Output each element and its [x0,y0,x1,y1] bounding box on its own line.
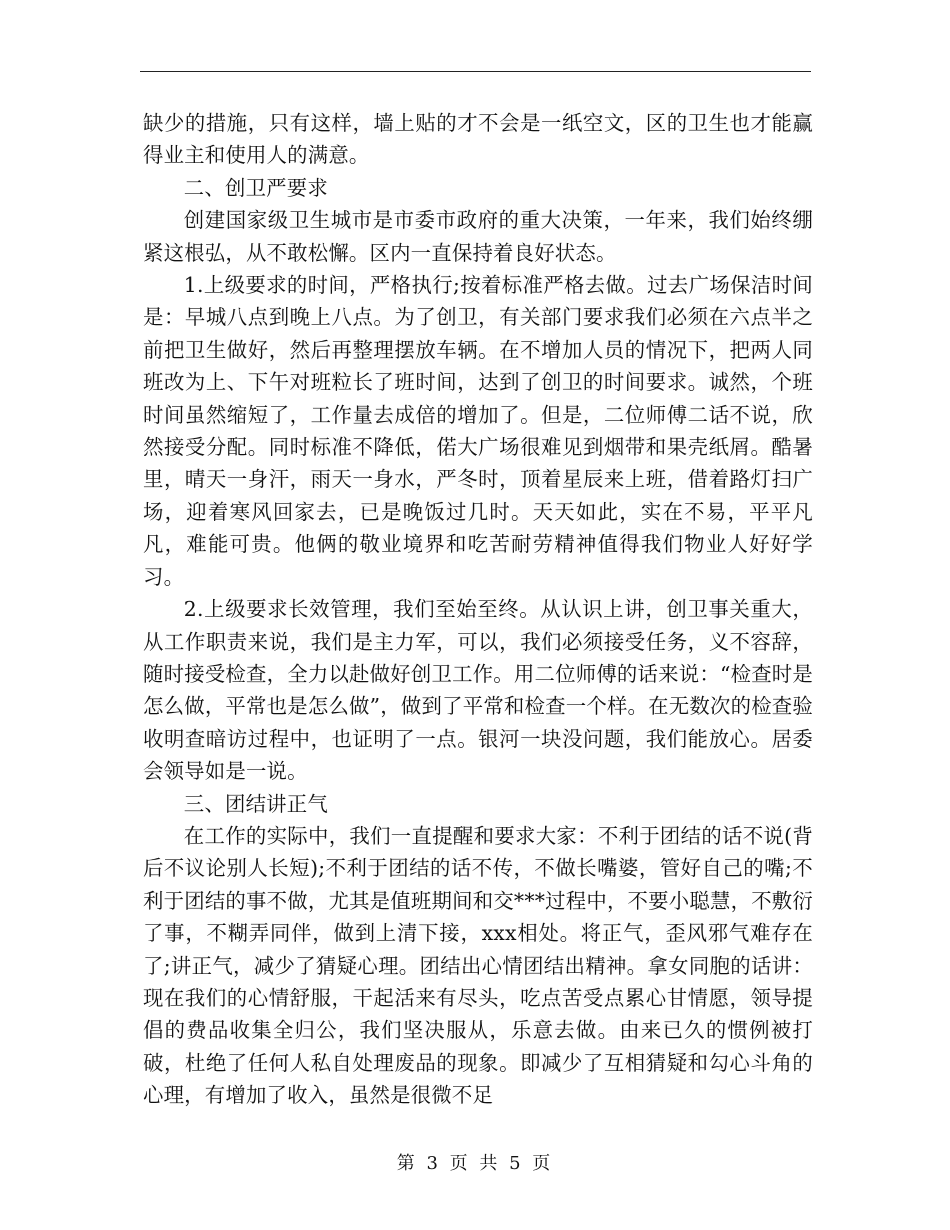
paragraph-continuation: 缺少的措施，只有这样，墙上贴的才不会是一纸空文，区的卫生也才能赢得业主和使用人的满意。 [143,111,813,168]
header-rule [140,71,811,72]
paragraph-point-two: 2.上级要求长效管理，我们至始至终。从认识上讲，创卫事关重大，从工作职责来说，我们是主力军，可以，我们必须接受任务，义不容辞，随时接受检查，全力以赴做好创卫工作。用二位师傅的话来说：“检查时是怎么做，平常也是怎么做”，做到了平常和检查一个样。在无数次的检查验收明查暗访过程中，也证明了一点。银河一块没问题，我们能放心。居委会领导如是一说。 [143,597,813,784]
section-heading-two: 二、创卫严要求 [183,175,328,200]
paragraph-intro: 创建国家级卫生城市是市委市政府的重大决策，一年来，我们始终绷紧这根弘，从不敢松懈。区内一直保持着良好状态。 [143,208,813,265]
paragraph-point-one: 1.上级要求的时间，严格执行;按着标准严格去做。过去广场保洁时间是：早城八点到晚上八点。为了创卫，有关部门要求我们必须在六点半之前把卫生做好，然后再整理摆放车辆。在不增加人员的情况下，把两人同班改为上、下午对班粒长了班时间，达到了创卫的时间要求。诚然，个班时间虽然缩短了，工作量去成倍的增加了。但是，二位师傅二话不说，欣然接受分配。同时标准不降低，偌大广场很难见到烟带和果壳纸屑。酷暑里，晴天一身汗，雨天一身水，严冬时，顶着星辰来上班，借着路灯扫广场，迎着寒风回家去，已是晚饭过几时。天天如此，实在不易，平平凡凡，难能可贵。他俩的敬业境界和吃苦耐劳精神值得我们物业人好好学习。 [143,273,813,589]
section-heading-three: 三、团结讲正气 [183,791,328,816]
document-body [143,107,813,1112]
paragraph-unity: 在工作的实际中，我们一直提醒和要求大家：不利于团结的话不说(背后不议论别人长短);不利于团结的话不传，不做长嘴婆，管好自己的嘴;不利于团结的事不做，尤其是值班期间和交***过程中，不要小聪慧，不敷衍了事，不糊弄同伴，做到上清下接，xxx相处。将正气，歪风邪气难存在了;讲正气，减少了猜疑心理。团结出心情团结出精神。拿女同胞的话讲：现在我们的心情舒服，干起活来有尽头，吃点苦受点累心甘情愿，领导提倡的费品收集全归公，我们坚决服从，乐意去做。由来已久的惯例被打破，杜绝了任何人私自处理废品的现象。即减少了互相猜疑和勾心斗角的心理，有增加了收入，虽然是很微不足 [143,823,813,1108]
page-number-footer: 第 3 页 共 5 页 [396,1153,554,1174]
